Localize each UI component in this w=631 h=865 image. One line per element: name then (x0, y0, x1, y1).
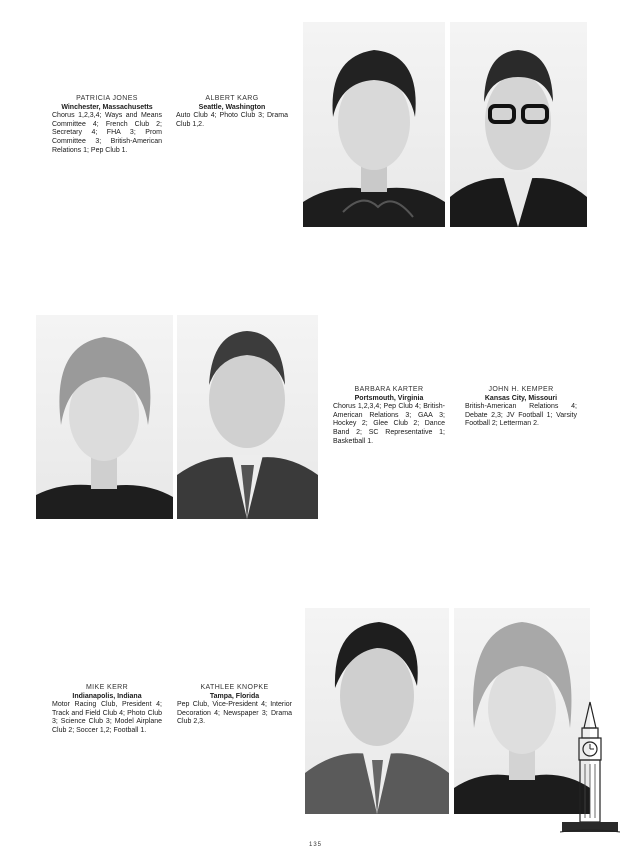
page-number: 135 (308, 842, 322, 848)
student-hometown: Kansas City, Missouri (484, 394, 558, 402)
student-activities: Pep Club, Vice-President 4; Interior Decoration 4; Newspaper 3; Drama Club 2,3. (177, 701, 292, 726)
big-ben-clock-tower-icon (560, 700, 620, 840)
student-hometown: Indianapolis, Indiana (72, 692, 142, 700)
student-activities: Auto Club 4; Photo Club 3; Drama Club 1,2. (176, 112, 288, 128)
student-entry-john-kemper (465, 386, 577, 429)
portrait-photo-mike-kerr (305, 608, 449, 814)
portrait-photo-john-kemper (177, 315, 318, 519)
student-name: MIKE KERR (85, 684, 129, 691)
portrait-photo-albert-karg (450, 22, 587, 227)
student-activities: Motor Racing Club, President 4; Track and Field Club 4; Photo Club 3; Science Club 3; Model Airplane Club 2; Soccer 1,2; Football 1. (52, 701, 162, 734)
student-hometown: Winchester, Massachusetts (61, 103, 153, 111)
student-name: KATHLEE KNOPKE (200, 684, 269, 691)
student-entry-barbara-karter (333, 386, 445, 446)
student-hometown: Seattle, Washington (198, 103, 266, 111)
student-activities: British-American Relations 4; Debate 2,3; JV Football 1; Varsity Football 2; Letterman 2. (465, 403, 577, 428)
student-name: BARBARA KARTER (354, 386, 424, 393)
student-name: JOHN H. KEMPER (488, 386, 554, 393)
student-activities: Chorus 1,2,3,4; Ways and Means Committee 4; French Club 2; Secretary 4; FHA 3; Prom Committee 3; British-American Relations 1; Pep Club 1. (52, 112, 162, 154)
student-name: PATRICIA JONES (76, 95, 138, 102)
student-hometown: Tampa, Florida (209, 692, 260, 700)
student-entry-kathlee-knopke (177, 684, 292, 727)
student-entry-albert-karg (176, 95, 288, 129)
portrait-photo-barbara-karter (36, 315, 173, 519)
student-activities: Chorus 1,2,3,4; Pep Club 4; British-American Relations 3; GAA 3; Hockey 2; Glee Club 2; Dance Band 2; SC Representative 1; Basketball 1. (333, 403, 445, 445)
student-hometown: Portsmouth, Virginia (354, 394, 424, 402)
student-entry-mike-kerr (52, 684, 162, 736)
portrait-photo-patricia-jones (303, 22, 445, 227)
student-entry-patricia-jones (52, 95, 162, 155)
student-name: ALBERT KARG (205, 95, 259, 102)
